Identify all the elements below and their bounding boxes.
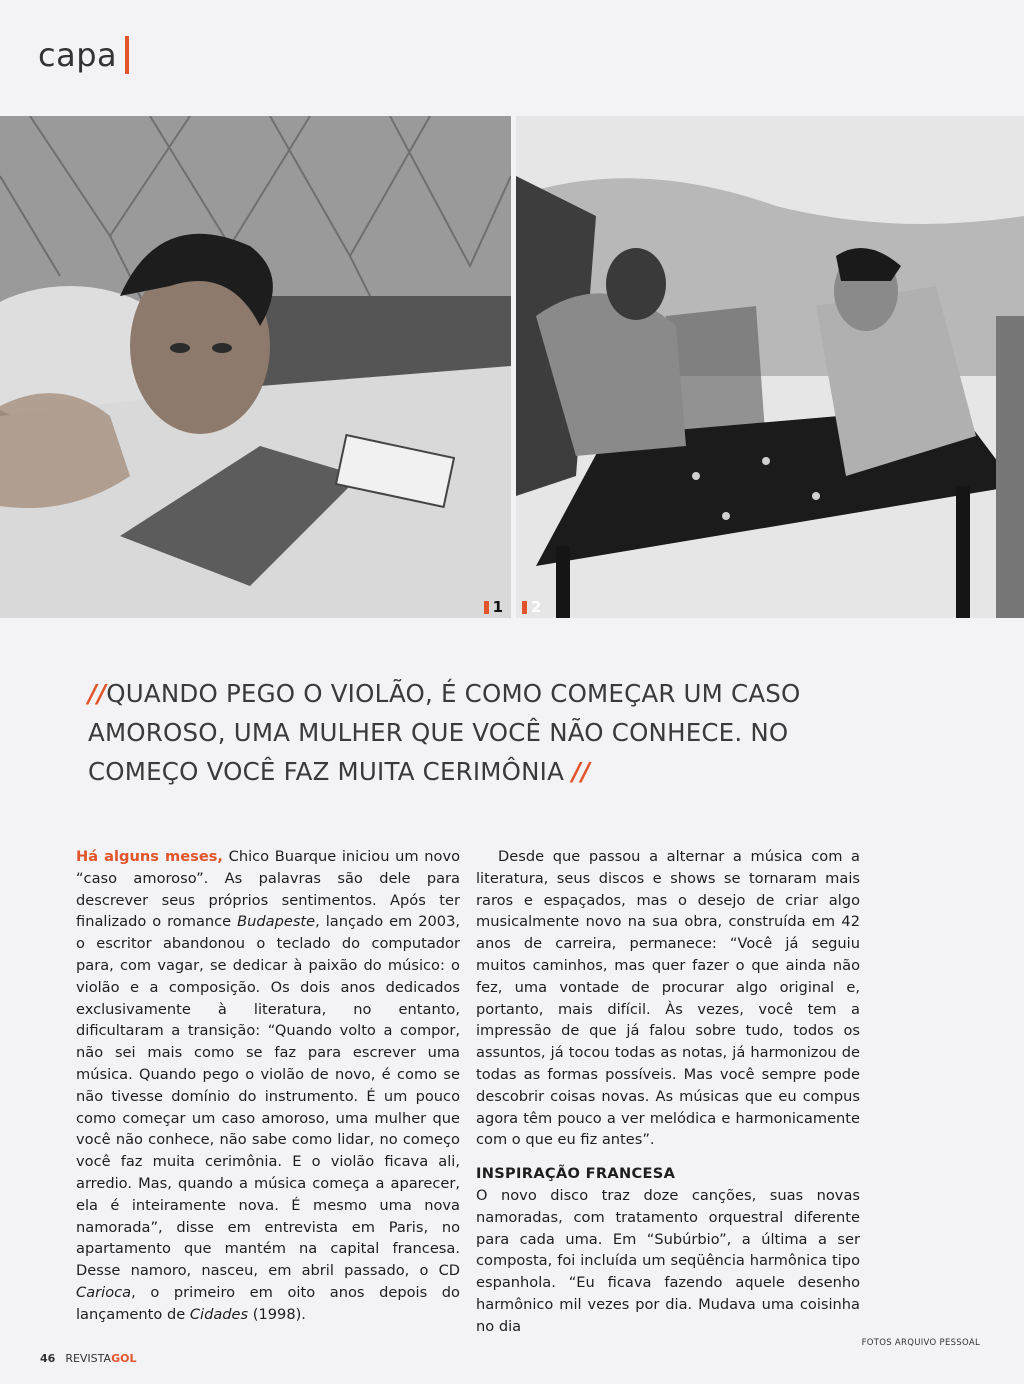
article-text: Chico Buarque iniciou um novo “caso amoroso”. As palavras são dele para descrever seus próprios sentimentos. Após ter finalizado o romance [76, 848, 461, 931]
magazine-brand [65, 1352, 136, 1365]
pull-quote-text: QUANDO PEGO O VIOLÃO, É COMO COMEÇAR UM CASO AMOROSO, UMA MULHER QUE VOCÊ NÃO CONHECE. NO COMEÇO VOCÊ FAZ MUITA CERIMÔNIA [88, 679, 801, 786]
section-label: capa [38, 36, 118, 74]
photo-2 [516, 116, 1024, 618]
page-footer [40, 1352, 136, 1365]
photo-number-label: 1 [492, 598, 503, 616]
article-column-2 [476, 846, 860, 1338]
quote-open-mark: // [88, 679, 107, 708]
article-paragraph: Desde que passou a alternar a música com a literatura, seus discos e shows se tornaram mais raros e espaçados, mas o desejo de criar algo musicalmente novo na sua obra, construída em 42 anos de carreira, permanece: “Você já seguiu muitos caminhos, mas quer fazer o que ainda não fez, uma vontade de procurar algo original e, portanto, mais difícil. Às vezes, você tem a impressão de que já falou sobre tudo, todos os assuntos, já tocou todas as notas, já harmonizou de todas as formas possíveis. Mas você sempre pode descobrir coisas novas. As músicas que eu compus agora têm pouco a ver melódica e harmonicamente com o que eu fiz antes”. [476, 848, 860, 1149]
article-text: , o primeiro em oito anos depois do lançamento de [76, 1283, 460, 1323]
article-lead: Há alguns meses, [76, 848, 223, 865]
photo-number-marker [522, 601, 527, 614]
photo-1 [0, 116, 511, 618]
photo-1-image [0, 116, 511, 618]
brand-accent-text: GOL [111, 1352, 137, 1365]
photo-2-image [516, 116, 1024, 618]
article-subhead: INSPIRAÇÃO FRANCESA [476, 1165, 676, 1183]
photo-number-marker [484, 601, 489, 614]
article-text: , lançado em 2003, o escritor abandonou o teclado do computador para, com vagar, se dedicar à paixão do músico: o violão e a composição. Os dois anos dedicados exclusivamente à literatura, no entanto, dificultaram a transição: “Quando volto a compor, não sei mais como se faz para escrever uma música. Quando pego o violão de novo, é como se não tivesse domínio do instrumento. É um pouco como começar um caso amoroso, uma mulher que você não conhece, não sabe como lidar, no começo você faz muita cerimônia. E o violão ficava ali, arredio. Mas, quando a música começa a aparecer, ela é inteiramente nova. É mesmo uma nova namorada”, disse em entrevista em Paris, no apartamento que mantém na capital francesa. Desse namoro, nasceu, em abril passado, o CD [76, 913, 461, 1280]
photo-number-2 [522, 598, 541, 616]
album-title: Cidades [189, 1305, 249, 1323]
article-text: (1998). [248, 1305, 306, 1323]
book-title: Budapeste [237, 913, 316, 931]
brand-text: REVISTA [65, 1352, 112, 1365]
page-number: 46 [40, 1352, 56, 1365]
article-column-1 [76, 846, 460, 1326]
cd-title: Carioca [76, 1283, 132, 1301]
quote-close-mark: // [572, 757, 591, 786]
article-paragraph [76, 846, 460, 1326]
photo-credit: FOTOS ARQUIVO PESSOAL [861, 1338, 980, 1348]
section-tag [38, 36, 129, 74]
photo-number-label: 2 [531, 598, 542, 616]
photo-number-1 [484, 598, 503, 616]
pull-quote [88, 674, 808, 791]
article-paragraph: O novo disco traz doze canções, suas novas namoradas, com tratamento orquestral diferente para cada uma. Em “Subúrbio”, a última a ser composta, foi incluída um seqüência harmônica tipo espanhola. “Eu ficava fazendo aquele desenho harmônico mil vezes por dia. Mudava uma coisinha no dia [476, 1186, 860, 1335]
section-accent-bar [125, 36, 129, 74]
